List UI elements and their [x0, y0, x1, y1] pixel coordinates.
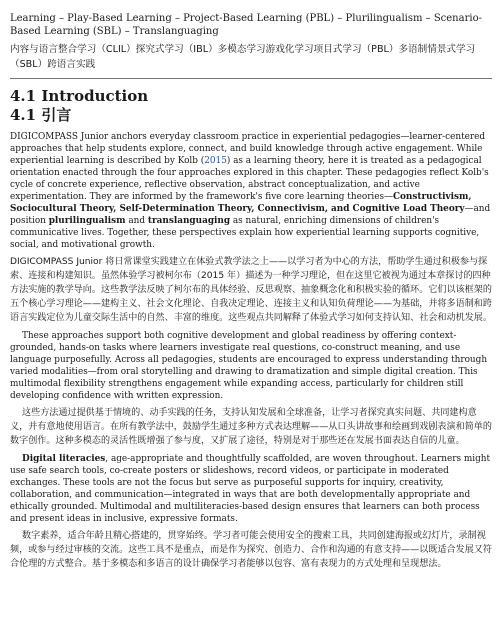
learning-theories-bold: Constructivism, Sociocultural Theory, Self-Determination Theory, Connectivism, and Cognitive Load Theory: [10, 192, 472, 214]
keywords-header-zh: 内容与语言整合学习（CLIL）探究式学习（IBL）多模态学习游戏化学习项目式学习（PBL）多语制情景式学习（SBL）跨语言实践: [10, 44, 476, 70]
p1-text-a: DIGICOMPASS Junior anchors everyday classroom practice in experiential pedagogies—learner-centered approaches that help students explore, connect, and build knowledge through active engagement. While experiential learning is described by Kolb (: [10, 132, 486, 166]
paragraph-1-en: [10, 131, 492, 251]
paragraph-1-zh: DIGICOMPASS Junior 将日常课堂实践建立在体验式教学法之上——以学习者为中心的方法，帮助学生通过积极参与探索、连接和构建知识。虽然体验学习被柯尔布（2015 年）描述为一种学习理论，但在这里它被视为通过本章探讨的四种方法实施的教学导向。这些教学法反映了柯尔布的具体经验、反思观察、抽象概念化和积极实验的循环。它们以该框架的五个核心学习理论——建构主义、社会文化理论、自我决定理论、连接主义和认知负荷理论——为基础，并将多语制和跨语言实践定位为儿童交际生活中的自然、丰富的维度。这些观点共同解释了体验式学习如何支持认知、社会和动机发展。: [10, 257, 492, 323]
paragraph-3-en: [10, 453, 492, 525]
keywords-header-en: Learning – Play-Based Learning – Project-Based Learning (PBL) – Plurilingualism – Scenario-Based Learning (SBL) – Translanguaging: [10, 13, 482, 37]
plurilingualism-bold: plurilingualism: [48, 216, 126, 226]
kolb-citation-link[interactable]: 2015: [204, 156, 227, 166]
paragraph-3-zh: 数字素养，适合年龄且精心搭建的，贯穿始终。学习者可能会使用安全的搜索工具，共同创建海报或幻灯片，录制视频，或参与经过审核的交流。这些工具不是重点，而是作为探究、创造力、合作和沟通的有意支持——以既适合发展又符合伦理的方式整合。基于多模态和多语言的设计确保学习者能够以包容、富有表现力的方式处理和呈现想法。: [10, 531, 492, 569]
paragraph-2-en: These approaches support both cognitive development and global readiness by offering context-grounded, hands-on tasks where learners investigate real questions, co-construct meaning, and use language purposefully. Across all pedagogies, students are encouraged to express understanding through varied modalities—from oral storytelling and drawing to dramatization and simple digital creation. This multimodal flexibility strengthens engagement while expanding access, particularly for children still developing confidence with written expression.: [10, 331, 488, 401]
translanguaging-bold: translanguaging: [147, 216, 231, 226]
p1-text-e: as natural, enriching dimensions of children's communicative lives. Together, these perspectives explain how experiential learning supports cognitive, social, and motivational growth.: [10, 216, 480, 250]
p1-text-b: ) as a learning theory, here it is treated as a pedagogical orientation enacted through the four approaches explored in this chapter. These pedagogies reflect Kolb's cycle of concrete experience, reflective observation, abstract conceptualization, and active experimentation. They are informed by the framework's five core learning theories—: [10, 156, 489, 202]
header-divider: [10, 78, 492, 79]
paragraph-2-zh: 这些方法通过提供基于情境的、动手实践的任务，支持认知发展和全球准备，让学习者探究真实问题、共同建构意义，并有意地使用语言。在所有教学法中，鼓励学生通过多种方式表达理解——从口头讲故事和绘画到戏剧表演和简单的数字创作。这种多模态的灵活性既增强了参与度，又扩展了途径，特别是对于那些还在发展书面表达自信的儿童。: [10, 408, 492, 446]
p3-text-rest: , age-appropriate and thoughtfully scaffolded, are woven throughout. Learners might use safe search tools, co-create posters or slideshows, record videos, or participate in moderated exchanges. These tools are not the focus but serve as purposeful supports for inquiry, creativity, collaboration, and communication—integrated in ways that are both developmentally appropriate and ethically grounded. Multimodal and multiliteracies-based design ensures that learners can both process and present ideas in inclusive, expressive formats.: [10, 454, 491, 524]
section-title-zh: 4.1 引言: [10, 106, 72, 124]
digital-literacies-bold: Digital literacies: [22, 454, 106, 464]
p1-text-d: and: [125, 216, 148, 226]
section-title-en: 4.1 Introduction: [10, 87, 149, 105]
p1-text-c: —and position: [10, 204, 491, 226]
document-page: [10, 6, 492, 576]
